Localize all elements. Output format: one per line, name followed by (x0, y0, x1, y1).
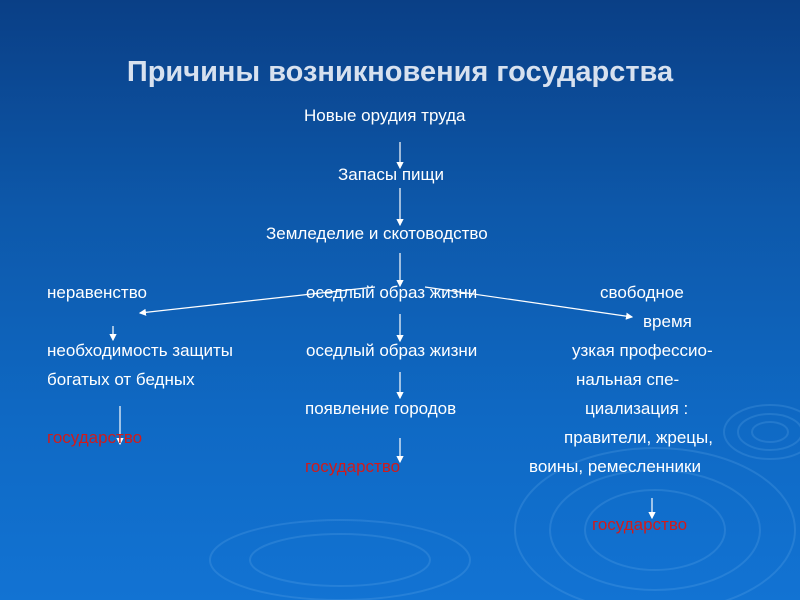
node-specialisation-line-1: узкая профессио- (572, 341, 713, 360)
node-free-time-line-1: свободное (600, 283, 684, 302)
node-cities: появление городов (305, 399, 457, 418)
node-state-left: государство (47, 428, 143, 447)
node-specialisation-line-4: правители, жрецы, (564, 428, 713, 447)
node-food-stock: Запасы пищи (338, 165, 445, 184)
node-settled-life-1: оседлый образ жизни (306, 283, 478, 302)
node-new-tools: Новые орудия труда (304, 106, 466, 125)
slide-title: Причины возникновения государства (126, 56, 674, 88)
node-state-center: государство (305, 457, 401, 476)
node-protection-line-1: необходимость защиты (47, 341, 234, 360)
node-agriculture: Земледелие и скотоводство (266, 224, 488, 243)
node-free-time-line-2: время (643, 312, 692, 331)
node-inequality: неравенство (47, 283, 148, 302)
node-protection-line-2: богатых от бедных (47, 370, 195, 389)
node-state-right: государство (592, 515, 688, 534)
node-specialisation-line-2: нальная спе- (576, 370, 680, 389)
node-settled-life-2: оседлый образ жизни (306, 341, 478, 360)
node-specialisation-line-5: воины, ремесленники (529, 457, 701, 476)
node-specialisation-line-3: циализация : (585, 399, 689, 418)
